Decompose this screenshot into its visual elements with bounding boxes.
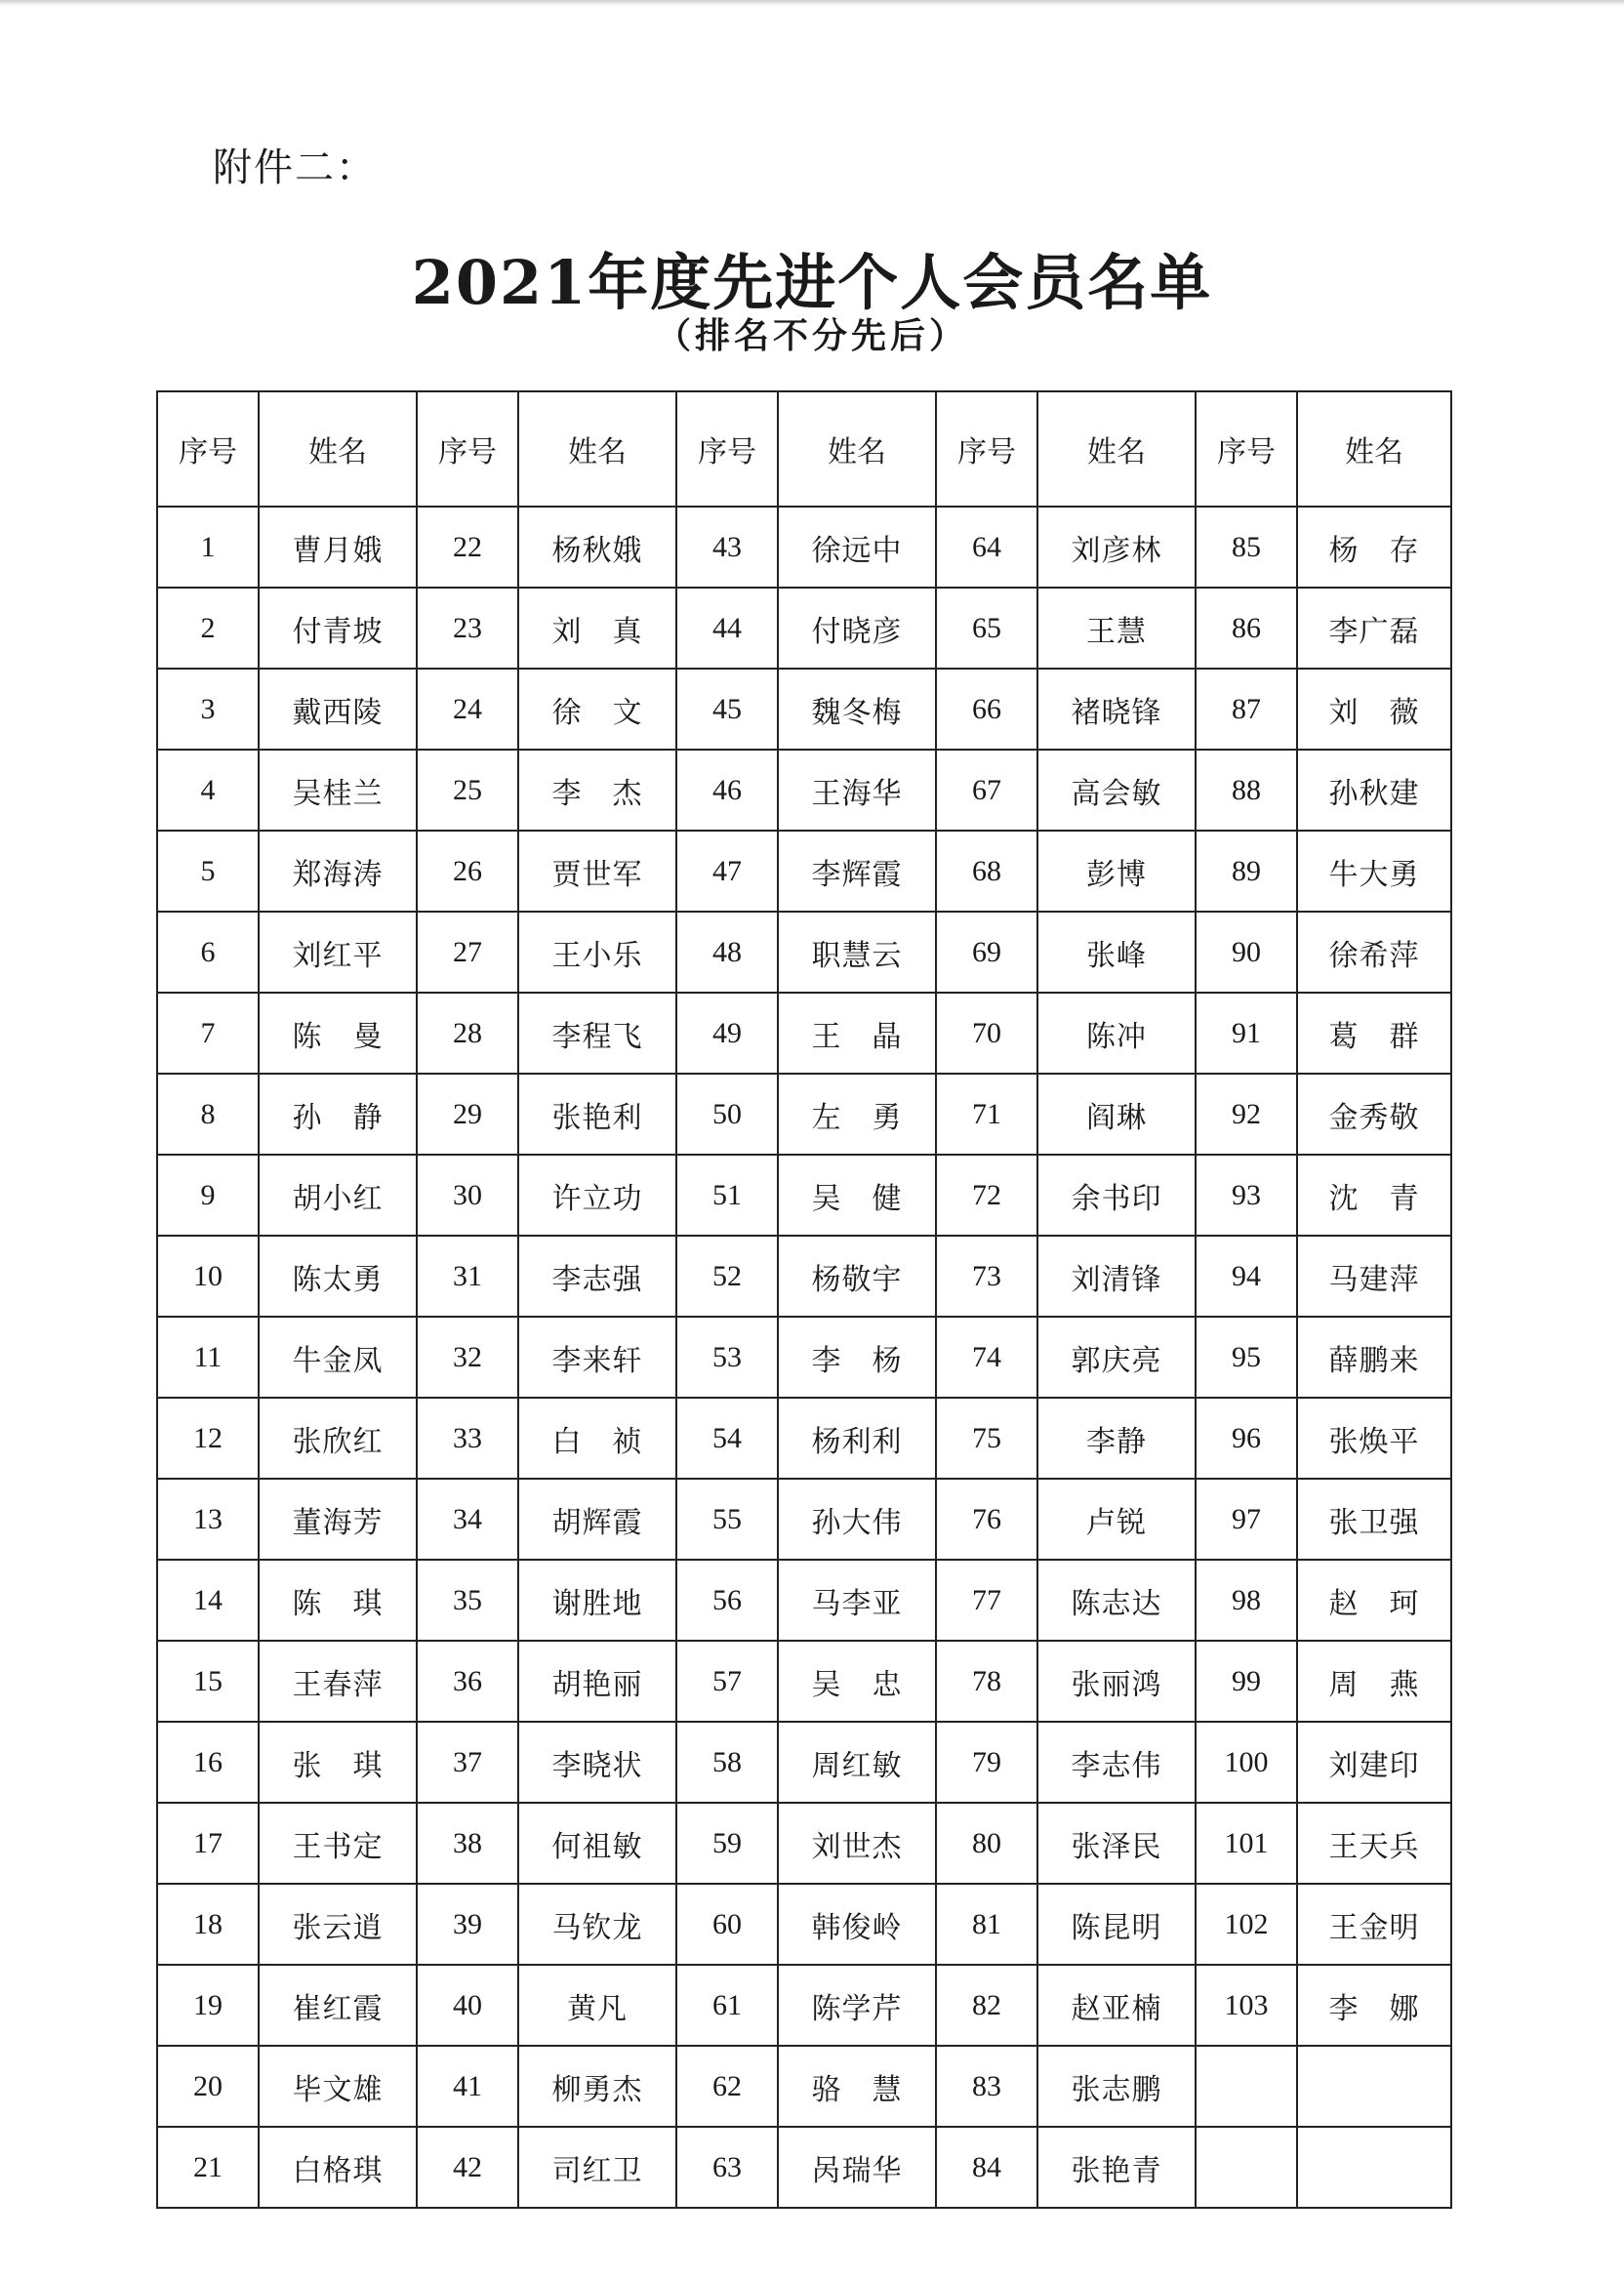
table-row — [157, 1236, 1451, 1317]
member-index: 24 — [417, 669, 518, 750]
member-name — [1297, 2046, 1451, 2127]
header-name-2: 姓名 — [518, 391, 676, 507]
member-index: 19 — [157, 1965, 259, 2046]
member-index: 64 — [936, 507, 1037, 588]
member-name: 吴桂兰 — [259, 750, 417, 831]
member-name: 周红敏 — [778, 1722, 936, 1803]
member-index: 23 — [417, 588, 518, 669]
member-index: 38 — [417, 1803, 518, 1884]
table-row — [157, 1965, 1451, 2046]
table-row — [157, 912, 1451, 993]
member-name: 陈志达 — [1037, 1560, 1196, 1641]
member-name: 韩俊岭 — [778, 1884, 936, 1965]
member-name: 李 杰 — [518, 750, 676, 831]
header-name-5: 姓名 — [1297, 391, 1451, 507]
member-name: 杨秋娥 — [518, 507, 676, 588]
member-index: 94 — [1196, 1236, 1297, 1317]
member-index: 78 — [936, 1641, 1037, 1722]
header-name-4: 姓名 — [1037, 391, 1196, 507]
member-name: 付晓彦 — [778, 588, 936, 669]
member-name: 职慧云 — [778, 912, 936, 993]
member-index: 32 — [417, 1317, 518, 1398]
member-index: 28 — [417, 993, 518, 1074]
member-name: 薛鹏来 — [1297, 1317, 1451, 1398]
member-name: 沈 青 — [1297, 1155, 1451, 1236]
member-index: 88 — [1196, 750, 1297, 831]
member-name: 金秀敬 — [1297, 1074, 1451, 1155]
member-index: 79 — [936, 1722, 1037, 1803]
table-row — [157, 1560, 1451, 1641]
member-name: 谢胜地 — [518, 1560, 676, 1641]
table-row — [157, 1155, 1451, 1236]
table-row — [157, 1317, 1451, 1398]
member-index: 96 — [1196, 1398, 1297, 1479]
member-name: 刘世杰 — [778, 1803, 936, 1884]
member-name: 呙瑞华 — [778, 2127, 936, 2208]
member-index: 16 — [157, 1722, 259, 1803]
member-name: 王海华 — [778, 750, 936, 831]
member-index: 17 — [157, 1803, 259, 1884]
document-subtitle: （排名不分先后） — [655, 316, 968, 356]
member-name: 陈 曼 — [259, 993, 417, 1074]
member-name: 赵 珂 — [1297, 1560, 1451, 1641]
member-index: 59 — [676, 1803, 778, 1884]
member-index: 82 — [936, 1965, 1037, 2046]
table-row — [157, 1479, 1451, 1560]
member-index: 6 — [157, 912, 259, 993]
member-name: 李志伟 — [1037, 1722, 1196, 1803]
header-index-5: 序号 — [1196, 391, 1297, 507]
member-index: 15 — [157, 1641, 259, 1722]
member-index: 37 — [417, 1722, 518, 1803]
member-index: 62 — [676, 2046, 778, 2127]
header-index-4: 序号 — [936, 391, 1037, 507]
member-name: 李程飞 — [518, 993, 676, 1074]
member-index: 2 — [157, 588, 259, 669]
member-index: 43 — [676, 507, 778, 588]
table-row — [157, 1398, 1451, 1479]
member-index: 68 — [936, 831, 1037, 912]
member-index: 60 — [676, 1884, 778, 1965]
member-name: 胡辉霞 — [518, 1479, 676, 1560]
member-name: 张艳利 — [518, 1074, 676, 1155]
member-index: 46 — [676, 750, 778, 831]
member-index: 29 — [417, 1074, 518, 1155]
member-name: 高会敏 — [1037, 750, 1196, 831]
member-name: 毕文雄 — [259, 2046, 417, 2127]
member-name: 王 晶 — [778, 993, 936, 1074]
member-index: 33 — [417, 1398, 518, 1479]
member-index: 89 — [1196, 831, 1297, 912]
member-name: 胡小红 — [259, 1155, 417, 1236]
member-name: 白 祯 — [518, 1398, 676, 1479]
member-index: 8 — [157, 1074, 259, 1155]
table-row — [157, 2127, 1451, 2208]
member-index: 85 — [1196, 507, 1297, 588]
member-index: 87 — [1196, 669, 1297, 750]
member-name: 杨利利 — [778, 1398, 936, 1479]
member-name: 陈学芹 — [778, 1965, 936, 2046]
table-row — [157, 507, 1451, 588]
table-row — [157, 1722, 1451, 1803]
member-name: 张志鹏 — [1037, 2046, 1196, 2127]
member-index: 91 — [1196, 993, 1297, 1074]
member-name — [1297, 2127, 1451, 2208]
member-index: 27 — [417, 912, 518, 993]
member-index: 74 — [936, 1317, 1037, 1398]
member-index: 1 — [157, 507, 259, 588]
member-name: 徐希萍 — [1297, 912, 1451, 993]
member-index: 53 — [676, 1317, 778, 1398]
member-name: 吴 忠 — [778, 1641, 936, 1722]
member-name: 刘 薇 — [1297, 669, 1451, 750]
table-row — [157, 750, 1451, 831]
member-index: 41 — [417, 2046, 518, 2127]
member-name: 王春萍 — [259, 1641, 417, 1722]
member-index: 5 — [157, 831, 259, 912]
member-name: 孙秋建 — [1297, 750, 1451, 831]
member-name: 刘 真 — [518, 588, 676, 669]
member-name: 戴西陵 — [259, 669, 417, 750]
member-index: 11 — [157, 1317, 259, 1398]
table-header-row — [157, 391, 1451, 507]
member-name: 黄凡 — [518, 1965, 676, 2046]
member-index: 22 — [417, 507, 518, 588]
member-name: 陈昆明 — [1037, 1884, 1196, 1965]
member-index: 67 — [936, 750, 1037, 831]
member-name: 曹月娥 — [259, 507, 417, 588]
member-index: 103 — [1196, 1965, 1297, 2046]
member-index: 54 — [676, 1398, 778, 1479]
member-index: 51 — [676, 1155, 778, 1236]
member-name: 王书定 — [259, 1803, 417, 1884]
member-index: 14 — [157, 1560, 259, 1641]
member-index: 57 — [676, 1641, 778, 1722]
member-index: 95 — [1196, 1317, 1297, 1398]
member-index: 49 — [676, 993, 778, 1074]
member-name: 董海芳 — [259, 1479, 417, 1560]
member-index: 50 — [676, 1074, 778, 1155]
table-row — [157, 1074, 1451, 1155]
member-name: 褚晓锋 — [1037, 669, 1196, 750]
member-name: 崔红霞 — [259, 1965, 417, 2046]
member-index: 66 — [936, 669, 1037, 750]
member-name: 杨敬宇 — [778, 1236, 936, 1317]
member-index: 4 — [157, 750, 259, 831]
member-name: 陈 琪 — [259, 1560, 417, 1641]
member-name: 李 娜 — [1297, 1965, 1451, 2046]
member-name: 刘彦林 — [1037, 507, 1196, 588]
header-index-3: 序号 — [676, 391, 778, 507]
member-name: 何祖敏 — [518, 1803, 676, 1884]
member-index: 101 — [1196, 1803, 1297, 1884]
header-index-2: 序号 — [417, 391, 518, 507]
member-index: 30 — [417, 1155, 518, 1236]
member-index: 9 — [157, 1155, 259, 1236]
member-name: 徐 文 — [518, 669, 676, 750]
member-name: 张云逍 — [259, 1884, 417, 1965]
member-index: 26 — [417, 831, 518, 912]
member-name: 李志强 — [518, 1236, 676, 1317]
member-name: 陈太勇 — [259, 1236, 417, 1317]
table-row — [157, 1641, 1451, 1722]
member-index: 77 — [936, 1560, 1037, 1641]
member-name: 付青坡 — [259, 588, 417, 669]
member-name: 李晓状 — [518, 1722, 676, 1803]
member-name: 牛大勇 — [1297, 831, 1451, 912]
member-name: 王慧 — [1037, 588, 1196, 669]
member-index — [1196, 2046, 1297, 2127]
member-index: 93 — [1196, 1155, 1297, 1236]
member-name: 张卫强 — [1297, 1479, 1451, 1560]
member-name: 孙大伟 — [778, 1479, 936, 1560]
member-index: 21 — [157, 2127, 259, 2208]
table-row — [157, 1884, 1451, 1965]
member-index: 36 — [417, 1641, 518, 1722]
member-name: 牛金凤 — [259, 1317, 417, 1398]
member-index: 90 — [1196, 912, 1297, 993]
member-name: 李静 — [1037, 1398, 1196, 1479]
member-index: 58 — [676, 1722, 778, 1803]
member-index: 3 — [157, 669, 259, 750]
member-index: 70 — [936, 993, 1037, 1074]
member-name: 陈冲 — [1037, 993, 1196, 1074]
member-roster-table — [156, 390, 1452, 2209]
table-row — [157, 2046, 1451, 2127]
member-index: 52 — [676, 1236, 778, 1317]
member-name: 刘清锋 — [1037, 1236, 1196, 1317]
member-name: 彭博 — [1037, 831, 1196, 912]
member-index: 84 — [936, 2127, 1037, 2208]
member-name: 马建萍 — [1297, 1236, 1451, 1317]
member-name: 张 琪 — [259, 1722, 417, 1803]
member-index: 12 — [157, 1398, 259, 1479]
member-name: 马李亚 — [778, 1560, 936, 1641]
member-name: 郭庆亮 — [1037, 1317, 1196, 1398]
member-name: 张泽民 — [1037, 1803, 1196, 1884]
member-index: 48 — [676, 912, 778, 993]
member-index: 97 — [1196, 1479, 1297, 1560]
member-name: 张峰 — [1037, 912, 1196, 993]
member-index: 75 — [936, 1398, 1037, 1479]
member-name: 柳勇杰 — [518, 2046, 676, 2127]
member-index: 80 — [936, 1803, 1037, 1884]
member-index: 71 — [936, 1074, 1037, 1155]
member-index: 42 — [417, 2127, 518, 2208]
member-name: 李来轩 — [518, 1317, 676, 1398]
member-index: 69 — [936, 912, 1037, 993]
member-name: 司红卫 — [518, 2127, 676, 2208]
member-name: 王小乐 — [518, 912, 676, 993]
member-index: 39 — [417, 1884, 518, 1965]
member-index: 40 — [417, 1965, 518, 2046]
member-index: 20 — [157, 2046, 259, 2127]
member-name: 郑海涛 — [259, 831, 417, 912]
member-index: 44 — [676, 588, 778, 669]
member-name: 孙 静 — [259, 1074, 417, 1155]
member-index: 100 — [1196, 1722, 1297, 1803]
member-name: 周 燕 — [1297, 1641, 1451, 1722]
member-name: 魏冬梅 — [778, 669, 936, 750]
member-index: 86 — [1196, 588, 1297, 669]
header-name-1: 姓名 — [259, 391, 417, 507]
member-name: 阎琳 — [1037, 1074, 1196, 1155]
member-index: 31 — [417, 1236, 518, 1317]
member-index: 83 — [936, 2046, 1037, 2127]
member-index: 18 — [157, 1884, 259, 1965]
member-name: 徐远中 — [778, 507, 936, 588]
member-name: 李辉霞 — [778, 831, 936, 912]
member-name: 许立功 — [518, 1155, 676, 1236]
member-index: 73 — [936, 1236, 1037, 1317]
member-name: 左 勇 — [778, 1074, 936, 1155]
member-index: 72 — [936, 1155, 1037, 1236]
member-name: 张艳青 — [1037, 2127, 1196, 2208]
member-name: 李广磊 — [1297, 588, 1451, 669]
member-name: 马钦龙 — [518, 1884, 676, 1965]
table-row — [157, 993, 1451, 1074]
member-index: 81 — [936, 1884, 1037, 1965]
member-index: 55 — [676, 1479, 778, 1560]
member-name: 赵亚楠 — [1037, 1965, 1196, 2046]
member-index: 34 — [417, 1479, 518, 1560]
member-index: 92 — [1196, 1074, 1297, 1155]
member-name: 贾世军 — [518, 831, 676, 912]
member-index: 35 — [417, 1560, 518, 1641]
member-index — [1196, 2127, 1297, 2208]
member-index: 61 — [676, 1965, 778, 2046]
member-index: 102 — [1196, 1884, 1297, 1965]
member-name: 杨 存 — [1297, 507, 1451, 588]
member-name: 王天兵 — [1297, 1803, 1451, 1884]
member-index: 98 — [1196, 1560, 1297, 1641]
member-index: 7 — [157, 993, 259, 1074]
member-index: 56 — [676, 1560, 778, 1641]
member-name: 余书印 — [1037, 1155, 1196, 1236]
member-name: 吴 健 — [778, 1155, 936, 1236]
member-name: 张丽鸿 — [1037, 1641, 1196, 1722]
member-index: 47 — [676, 831, 778, 912]
member-name: 张欣红 — [259, 1398, 417, 1479]
header-name-3: 姓名 — [778, 391, 936, 507]
member-index: 76 — [936, 1479, 1037, 1560]
member-index: 25 — [417, 750, 518, 831]
member-name: 张焕平 — [1297, 1398, 1451, 1479]
member-name: 白格琪 — [259, 2127, 417, 2208]
table-row — [157, 669, 1451, 750]
member-name: 王金明 — [1297, 1884, 1451, 1965]
member-index: 13 — [157, 1479, 259, 1560]
table-row — [157, 588, 1451, 669]
member-name: 刘建印 — [1297, 1722, 1451, 1803]
member-name: 李 杨 — [778, 1317, 936, 1398]
member-name: 骆 慧 — [778, 2046, 936, 2127]
document-title: 2021年度先进个人会员名单 — [411, 247, 1213, 318]
member-index: 45 — [676, 669, 778, 750]
member-index: 65 — [936, 588, 1037, 669]
table-row — [157, 831, 1451, 912]
member-name: 卢锐 — [1037, 1479, 1196, 1560]
member-index: 63 — [676, 2127, 778, 2208]
table-row — [157, 1803, 1451, 1884]
member-name: 葛 群 — [1297, 993, 1451, 1074]
header-index-1: 序号 — [157, 391, 259, 507]
attachment-label: 附件二： — [213, 145, 377, 190]
member-index: 10 — [157, 1236, 259, 1317]
member-name: 胡艳丽 — [518, 1641, 676, 1722]
member-name: 刘红平 — [259, 912, 417, 993]
scan-top-edge — [0, 0, 1624, 6]
member-index: 99 — [1196, 1641, 1297, 1722]
